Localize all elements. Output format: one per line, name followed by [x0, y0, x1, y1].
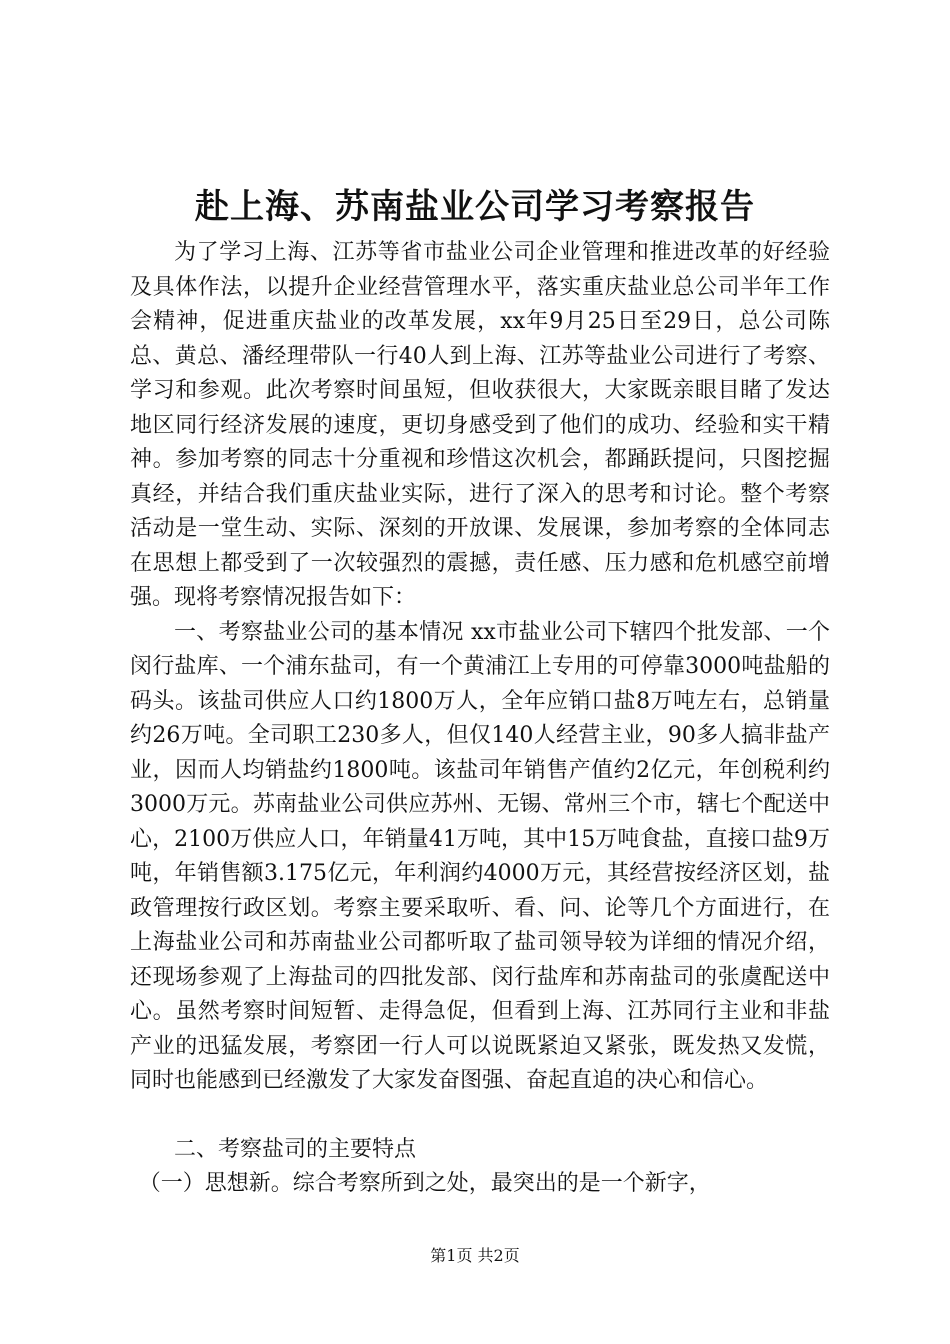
- paragraph-basic-situation: 一、考察盐业公司的基本情况 xx市盐业公司下辖四个批发部、一个闵行盐库、一个浦东盐司，有一个黄浦江上专用的可停靠3000吨盐船的码头。该盐司供应人口约1800万人，全年应销口盐8万吨左右，总销量约26万吨。全司职工230多人，但仅140人经营主业，90多人搞非盐产业，因而人均销盐约1800吨。该盐司年销售产值约2亿元，年创税利约3000万元。苏南盐业公司供应苏州、无锡、常州三个市，辖七个配送中心，2100万供应人口，年销量41万吨，其中15万吨食盐，直接口盐9万吨，年销售额3.175亿元，年利润约4000万元，其经营按经济区划，盐政管理按行政区划。考察主要采取听、看、问、论等几个方面进行，在上海盐业公司和苏南盐业公司都听取了盐司领导较为详细的情况介绍，还现场参观了上海盐司的四批发部、闵行盐库和苏南盐司的张虞配送中心。虽然考察时间短暂、走得急促，但看到上海、江苏同行主业和非盐产业的迅猛发展，考察团一行人可以说既紧迫又紧张，既发热又发慌，同时也能感到已经激发了大家发奋图强、奋起直追的决心和信心。: [130, 619, 830, 1093]
- paragraph-spacer: [130, 1099, 830, 1133]
- page-footer: 第1页 共2页: [430, 1246, 520, 1265]
- paragraph-introduction: 为了学习上海、江苏等省市盐业公司企业管理和推进改革的好经验及具体作法，以提升企业经营管理水平，落实重庆盐业总公司半年工作会精神，促进重庆盐业的改革发展，xx年9月25日至29日，总公司陈总、黄总、潘经理带队一行40人到上海、江苏等盐业公司进行了考察、学习和参观。此次考察时间虽短，但收获很大，大家既亲眼目睹了发达地区同行经济发展的速度，更切身感受到了他们的成功、经验和实干精神。参加考察的同志十分重视和珍惜这次机会，都踊跃提问，只图挖掘真经，并结合我们重庆盐业实际，进行了深入的思考和讨论。整个考察活动是一堂生动、实际、深刻的开放课、发展课，参加考察的全体同志在思想上都受到了一次较强烈的震撼，责任感、压力感和危机感空前增强。现将考察情况报告如下：: [130, 240, 830, 610]
- section-heading-features: 二、考察盐司的主要特点: [174, 1136, 417, 1162]
- document-body: [130, 236, 830, 1202]
- paragraph-new-thinking: （一）思想新。综合考察所到之处，最突出的是一个新字，: [138, 1171, 711, 1196]
- document-title: 赴上海、苏南盐业公司学习考察报告: [195, 187, 755, 227]
